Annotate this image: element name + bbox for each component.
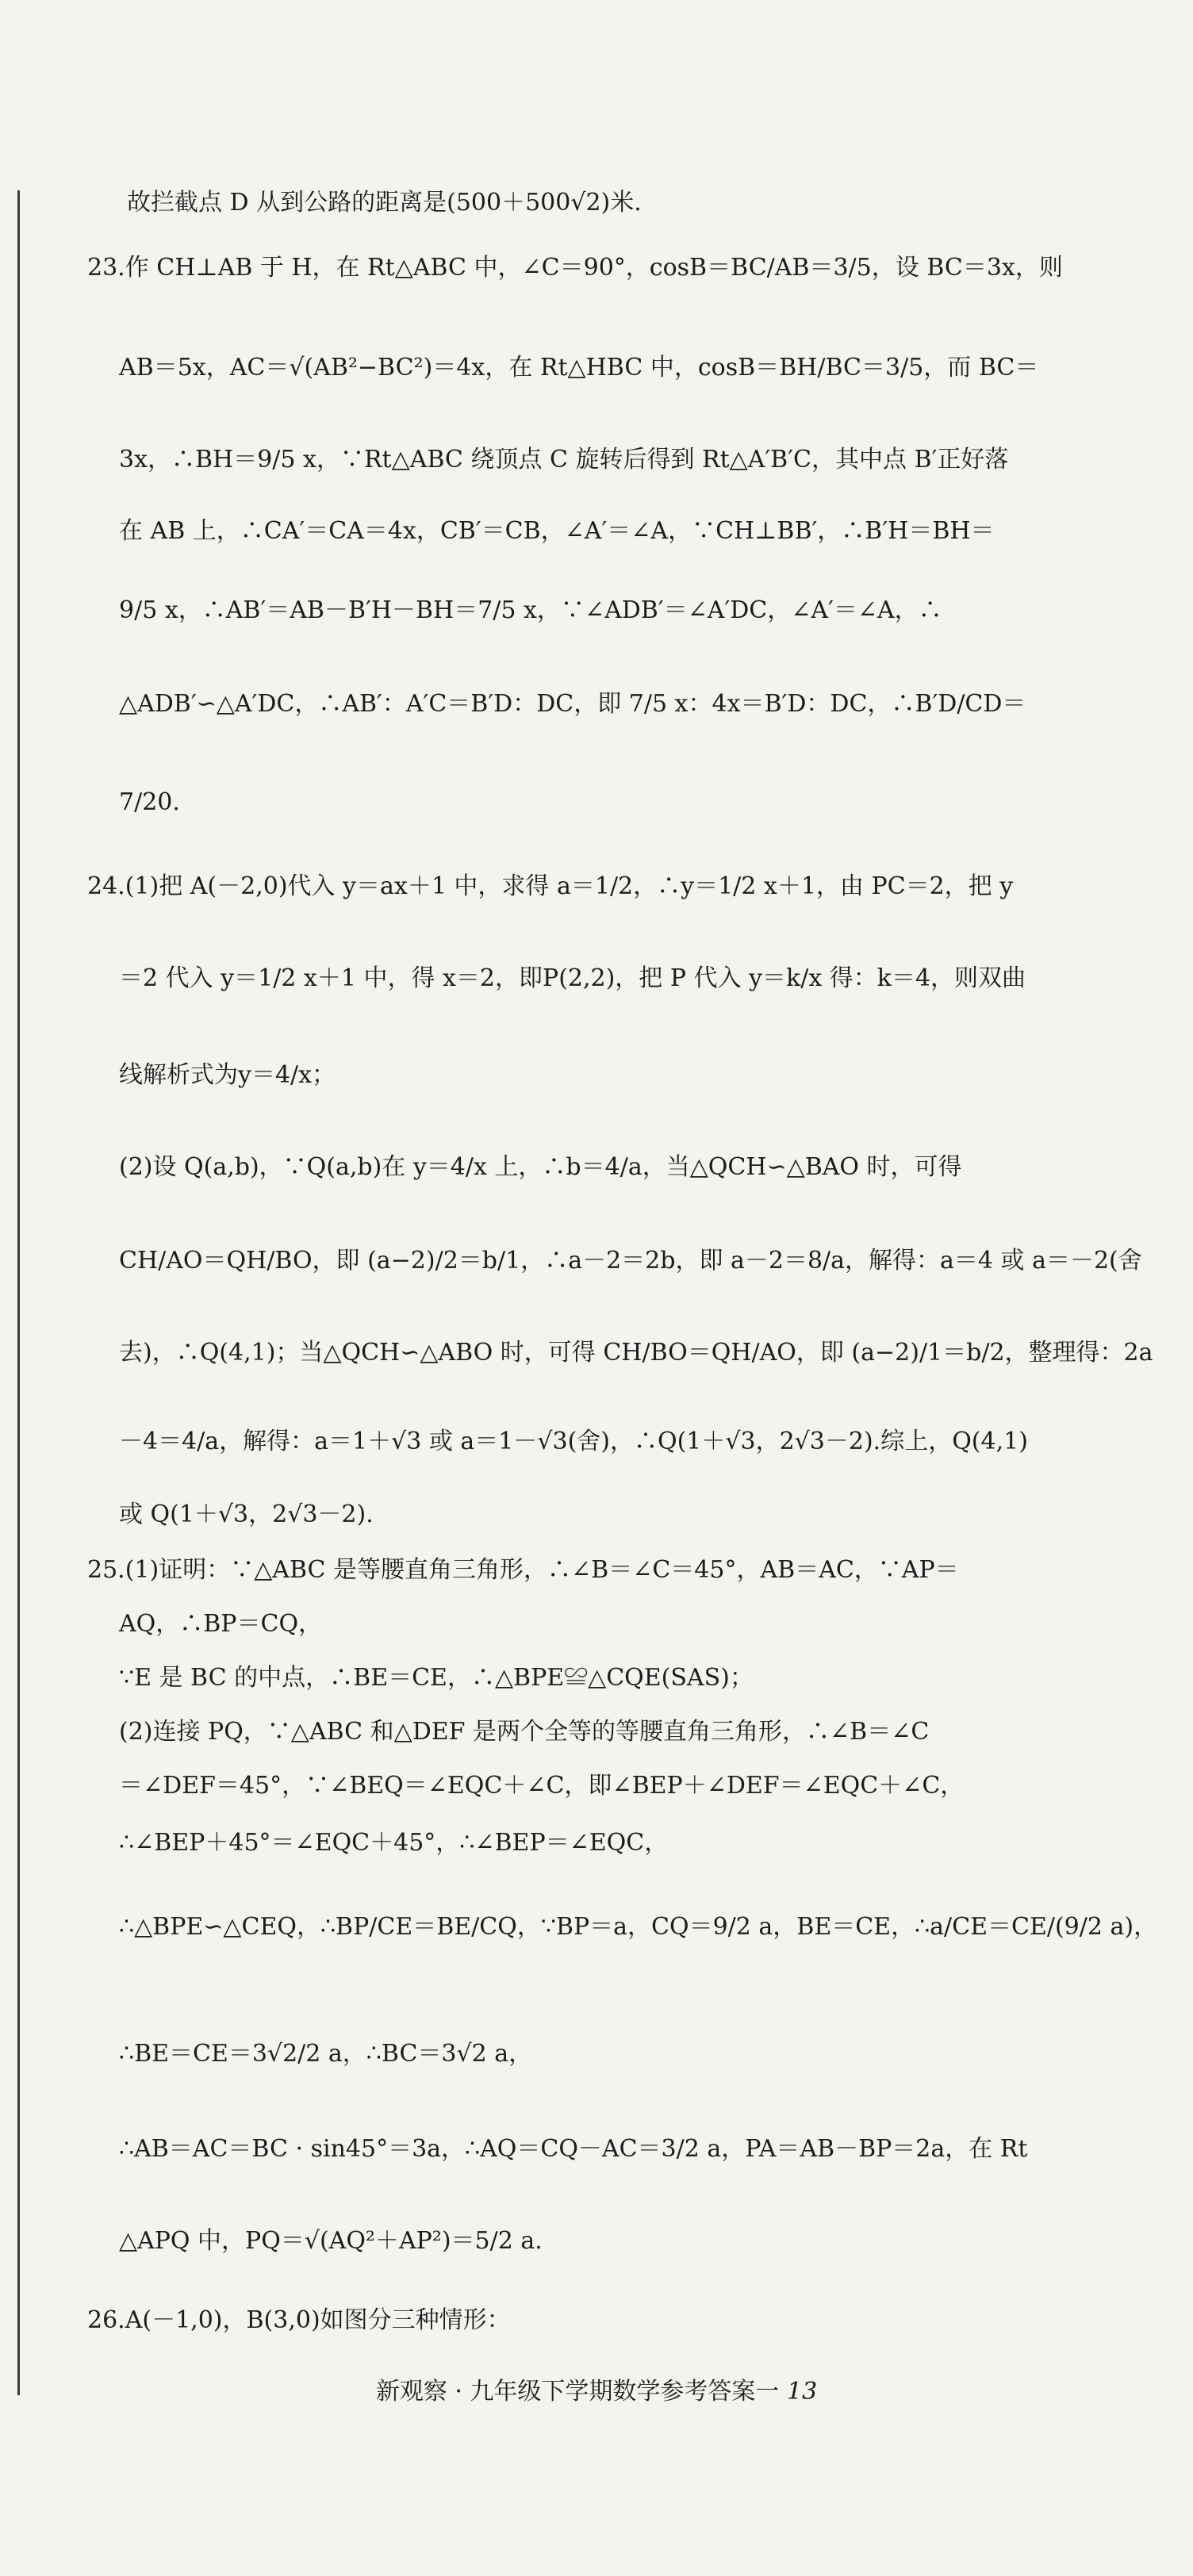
text-line: ∴BE＝CE＝3√2/2 a，∴BC＝3√2 a， [119, 2040, 533, 2068]
text-line: 故拦截点 D 从到公路的距离是(500＋500√2)米. [127, 189, 642, 217]
text-line: 24.(1)把 A(－2,0)代入 y＝ax＋1 中，求得 a＝1/2，∴y＝1/2 x＋1，由 PC＝2，把 y [87, 872, 1014, 900]
text-line: 25.(1)证明：∵△ABC 是等腰直角三角形，∴∠B＝∠C＝45°，AB＝AC，∵AP＝ [87, 1556, 959, 1584]
page-number: 13 [786, 2378, 818, 2405]
text-line: 或 Q(1＋√3，2√3－2). [119, 1501, 374, 1528]
text-line: △ADB′∽△A′DC，∴AB′：A′C＝B′D：DC，即 7/5 x：4x＝B′D：DC，∴B′D/CD＝ [119, 690, 1026, 718]
text-line: 在 AB 上，∴CA′＝CA＝4x，CB′＝CB，∠A′＝∠A，∵CH⊥BB′，∴B′H＝BH＝ [119, 517, 995, 545]
text-line: AB＝5x，AC＝√(AB²−BC²)＝4x，在 Rt△HBC 中，cosB＝BH/BC＝3/5，而 BC＝ [119, 354, 1039, 381]
text-line: (2)连接 PQ，∵△ABC 和△DEF 是两个全等的等腰直角三角形，∴∠B＝∠C [119, 1718, 930, 1746]
text-line: ＝∠DEF＝45°，∵∠BEQ＝∠EQC＋∠C，即∠BEP＋∠DEF＝∠EQC＋∠C， [119, 1772, 965, 1800]
text-line: 去)，∴Q(4,1)；当△QCH∽△ABO 时，可得 CH/BO＝QH/AO，即 (a−2)/1＝b/2，整理得：2a [119, 1339, 1153, 1367]
text-line: －4＝4/a，解得：a＝1＋√3 或 a＝1－√3(舍)，∴Q(1＋√3，2√3－2).综上，Q(4,1) [119, 1428, 1028, 1455]
text-line: 26.A(－1,0)，B(3,0)如图分三种情形： [87, 2306, 511, 2334]
text-line: ∴∠BEP＋45°＝∠EQC＋45°，∴∠BEP＝∠EQC， [119, 1829, 669, 1857]
page-footer [0, 2371, 1193, 2406]
text-line: ∴AB＝AC＝BC · sin45°＝3a，∴AQ＝CQ－AC＝3/2 a，PA＝AB－BP＝2a，在 Rt [119, 2135, 1028, 2163]
footer-series: 新观察 · 九年级下学期数学参考答案一 [375, 2378, 780, 2405]
text-line: ＝2 代入 y＝1/2 x＋1 中，得 x＝2，即P(2,2)，把 P 代入 y＝k/x 得：k＝4，则双曲 [119, 964, 1026, 992]
text-line: 3x，∴BH＝9/5 x，∵Rt△ABC 绕顶点 C 旋转后得到 Rt△A′B′C，其中点 B′正好落 [119, 446, 1009, 473]
text-line: 7/20. [119, 788, 180, 816]
text-line: ∵E 是 BC 的中点，∴BE＝CE，∴△BPE≌△CQE(SAS)； [119, 1664, 754, 1692]
text-line: ∴△BPE∽△CEQ，∴BP/CE＝BE/CQ，∵BP＝a，CQ＝9/2 a，BE＝CE，∴a/CE＝CE/(9/2 a)， [119, 1913, 1158, 1941]
text-line: 线解析式为y＝4/x； [119, 1061, 336, 1089]
text-line: 23.作 CH⊥AB 于 H，在 Rt△ABC 中，∠C＝90°，cosB＝BC/AB＝3/5，设 BC＝3x，则 [87, 254, 1063, 282]
text-line: △APQ 中，PQ＝√(AQ²＋AP²)＝5/2 a. [119, 2227, 543, 2255]
text-line: (2)设 Q(a,b)，∵Q(a,b)在 y＝4/x 上，∴b＝4/a，当△QCH∽△BAO 时，可得 [119, 1153, 962, 1181]
text-line: 9/5 x，∴AB′＝AB－B′H－BH＝7/5 x，∵∠ADB′＝∠A′DC，∠A′＝∠A，∴ [119, 596, 942, 624]
text-line: CH/AO＝QH/BO，即 (a−2)/2＝b/1，∴a－2＝2b，即 a－2＝8/a，解得：a＝4 或 a＝－2(舍 [119, 1247, 1142, 1275]
text-line: AQ，∴BP＝CQ， [119, 1610, 323, 1638]
left-margin-rule [17, 190, 20, 2395]
